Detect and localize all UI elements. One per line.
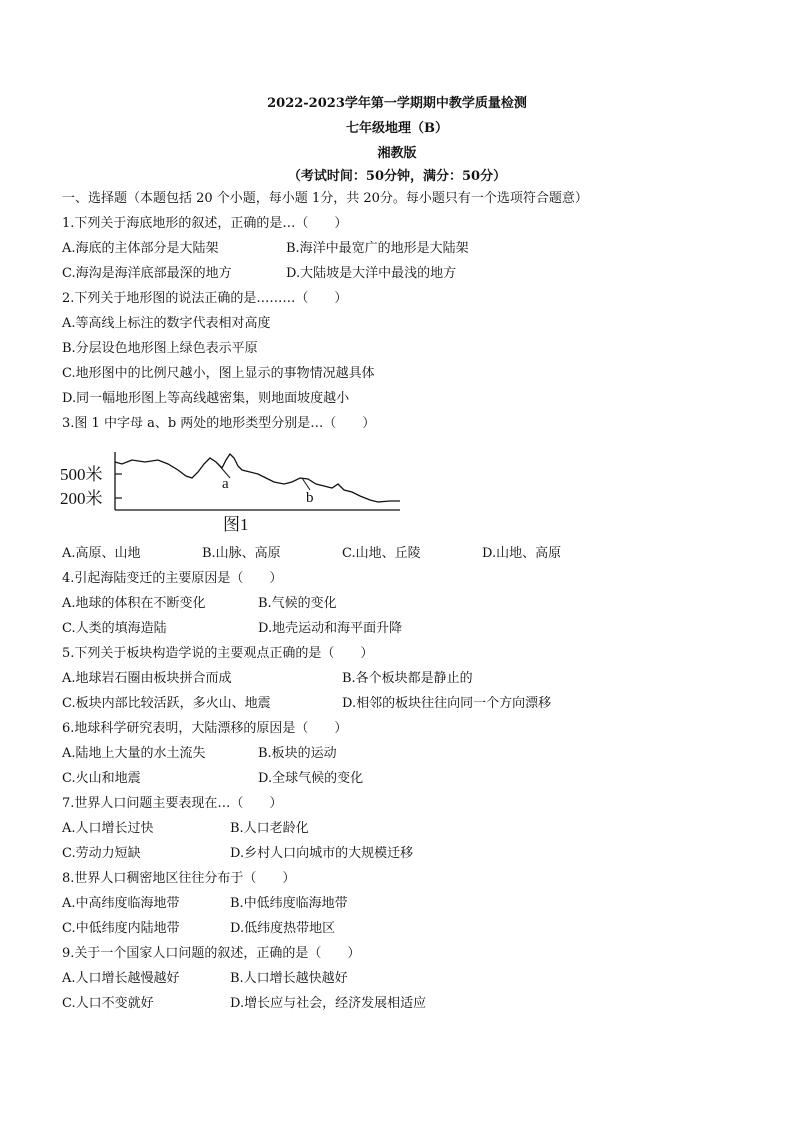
label-500m: 500米	[60, 465, 103, 484]
question-8-stem: 8.世界人口稠密地区往往分布于（ ）	[62, 871, 296, 886]
question-5-option-c: C.板块内部比较活跃，多火山、地震	[62, 696, 271, 711]
question-9-stem: 9.关于一个国家人口问题的叙述，正确的是（ ）	[62, 946, 361, 961]
section-title: 一、选择题（本题包括 20 个小题，每小题 1分，共 20分。每小题只有一个选项符合题意）	[62, 191, 588, 206]
question-6-option-b: B.板块的运动	[258, 746, 337, 761]
question-6-option-c: C.火山和地震	[62, 771, 141, 786]
question-9-option-b: B.人口增长越快越好	[230, 971, 348, 986]
question-1-option-c: C.海沟是海洋底部最深的地方	[62, 266, 232, 281]
question-7-option-d: D.乡村人口向城市的大规模迁移	[230, 846, 414, 861]
question-5-option-d: D.相邻的板块往往向同一个方向漂移	[342, 696, 552, 711]
question-5-option-b: B.各个板块都是静止的	[342, 671, 473, 686]
exam-title: 2022-2023学年第一学期期中教学质量检测	[267, 96, 527, 111]
question-7-option-a: A.人口增长过快	[62, 821, 154, 836]
question-1-stem: 1.下列关于海底地形的叙述，正确的是…（ ）	[62, 216, 348, 231]
question-4-option-b: B.气候的变化	[258, 596, 337, 611]
question-2-stem: 2.下列关于地形图的说法正确的是………（ ）	[62, 291, 348, 306]
label-200m: 200米	[60, 489, 103, 508]
question-3-stem: 3.图 1 中字母 a、b 两处的地形类型分别是…（ ）	[62, 416, 376, 431]
terrain-profile-svg	[60, 448, 410, 534]
question-7-option-c: C.劳动力短缺	[62, 846, 141, 861]
figure-caption: 图1	[223, 515, 249, 534]
question-3-option-d: D.山地、高原	[482, 546, 562, 561]
question-1-option-a: A.海底的主体部分是大陆架	[62, 241, 219, 256]
question-9-option-d: D.增长应与社会，经济发展相适应	[230, 996, 427, 1011]
question-4-stem: 4.引起海陆变迁的主要原因是（ ）	[62, 571, 283, 586]
question-4-option-c: C.人类的填海造陆	[62, 621, 167, 636]
figure-1-terrain-profile	[60, 448, 410, 534]
point-a-label: a	[222, 476, 229, 492]
question-3-option-c: C.山地、丘陵	[342, 546, 421, 561]
question-2-option-d: D.同一幅地形图上等高线越密集，则地面坡度越小	[62, 391, 350, 406]
question-2-option-b: B.分层设色地形图上绿色表示平原	[62, 341, 258, 356]
question-8-option-a: A.中高纬度临海地带	[62, 896, 180, 911]
exam-time: （考试时间：50分钟，满分：50分）	[287, 169, 507, 184]
question-6-option-d: D.全球气候的变化	[258, 771, 364, 786]
question-2-option-c: C.地形图中的比例尺越小，图上显示的事物情况越具体	[62, 366, 375, 381]
question-6-stem: 6.地球科学研究表明，大陆漂移的原因是（ ）	[62, 721, 348, 736]
terrain-line	[115, 454, 400, 502]
point-b-label: b	[306, 490, 314, 506]
question-3-option-b: B.山脉、高原	[202, 546, 281, 561]
question-4-option-a: A.地球的体积在不断变化	[62, 596, 206, 611]
question-5-stem: 5.下列关于板块构造学说的主要观点正确的是（ ）	[62, 646, 374, 661]
question-7-option-b: B.人口老龄化	[230, 821, 309, 836]
question-8-option-d: D.低纬度热带地区	[230, 921, 336, 936]
question-1-option-b: B.海洋中最宽广的地形是大陆架	[286, 241, 469, 256]
edition: 湘教版	[377, 146, 417, 161]
question-3-option-a: A.高原、山地	[62, 546, 141, 561]
question-2-option-a: A.等高线上标注的数字代表相对高度	[62, 316, 271, 331]
question-1-option-d: D.大陆坡是大洋中最浅的地方	[286, 266, 457, 281]
question-8-option-b: B.中低纬度临海地带	[230, 896, 348, 911]
question-7-stem: 7.世界人口问题主要表现在…（ ）	[62, 796, 283, 811]
question-9-option-a: A.人口增长越慢越好	[62, 971, 180, 986]
grade-subject: 七年级地理（B）	[346, 121, 448, 136]
question-8-option-c: C.中低纬度内陆地带	[62, 921, 180, 936]
question-6-option-a: A.陆地上大量的水土流失	[62, 746, 206, 761]
question-9-option-c: C.人口不变就好	[62, 996, 154, 1011]
question-4-option-d: D.地壳运动和海平面升降	[258, 621, 403, 636]
question-5-option-a: A.地球岩石圈由板块拼合而成	[62, 671, 232, 686]
